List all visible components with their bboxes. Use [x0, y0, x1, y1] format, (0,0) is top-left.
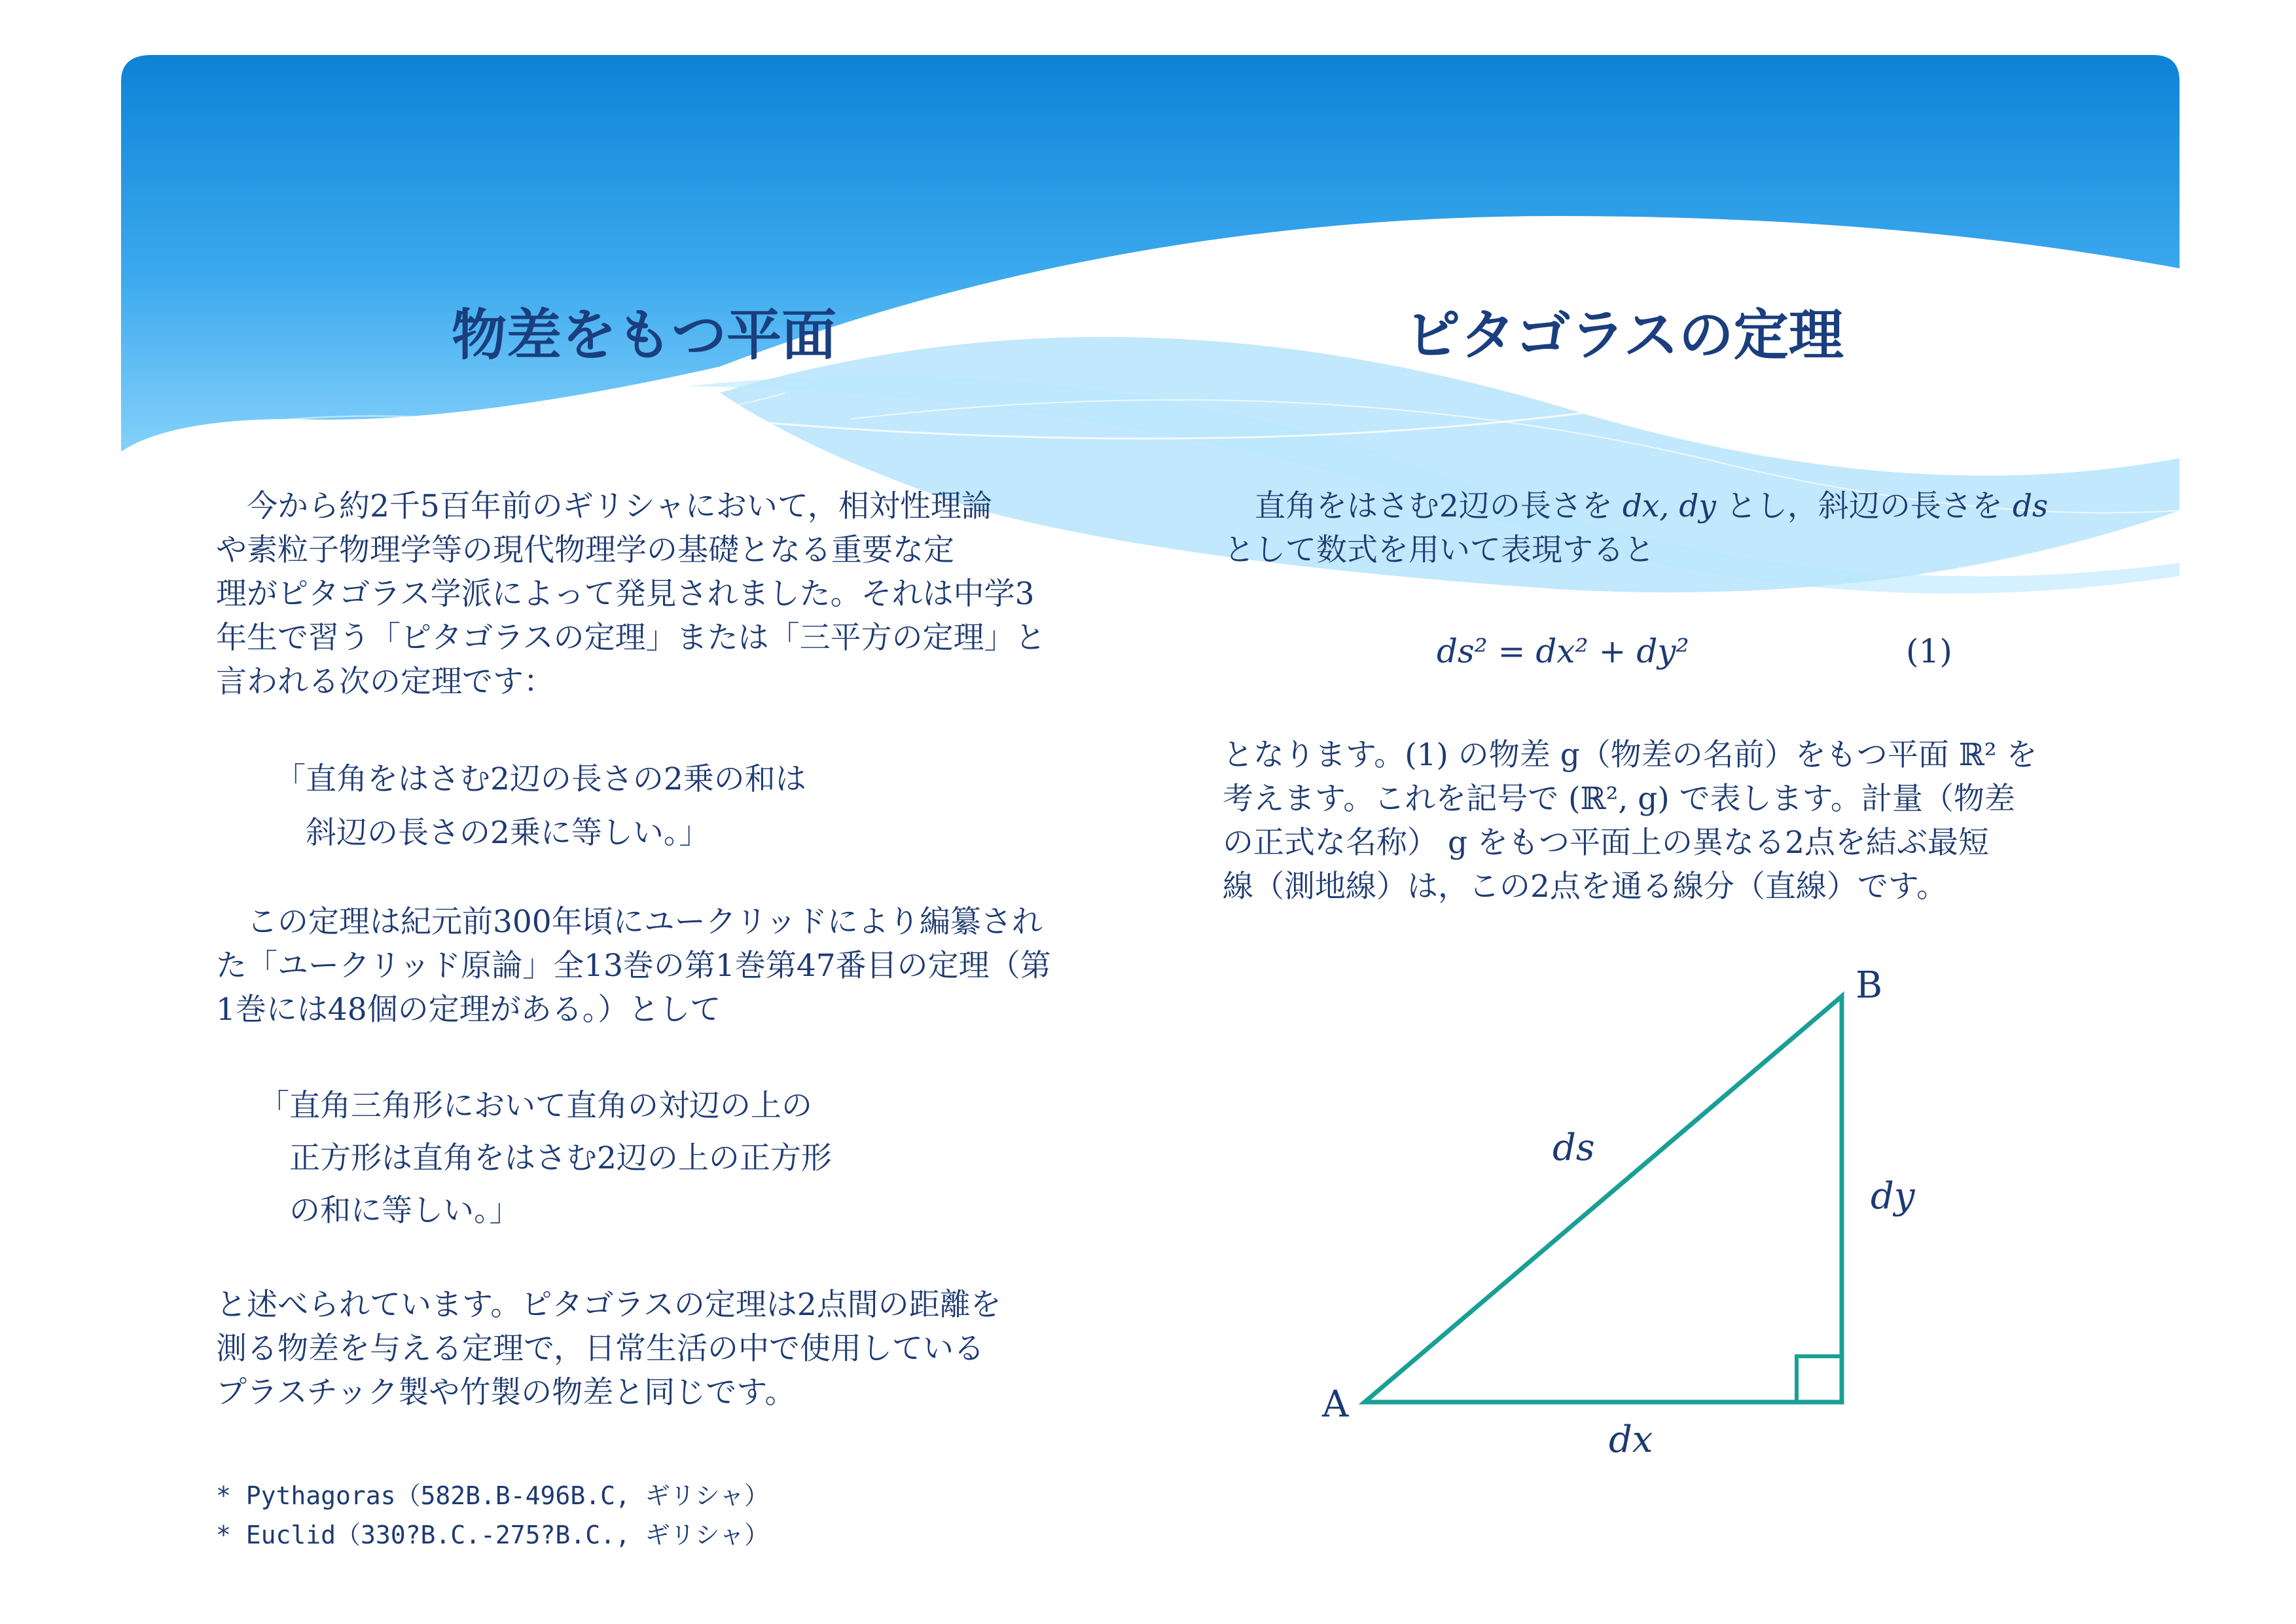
vertex-b-label: B: [1856, 964, 1883, 1007]
vertical-side-label: dy: [1871, 1175, 1915, 1218]
text-line: 線（測地線）は，この2点を通る線分（直線）です。: [1223, 869, 1948, 905]
text-line: 「直角をはさむ2辺の長さの2乗の和は: [275, 761, 806, 797]
text-line: と述べられています。ピタゴラスの定理は2点間の距離を: [216, 1287, 1001, 1323]
text-line: 言われる次の定理です：: [216, 664, 554, 700]
footnote: * Euclid（330?B.C.-275?B.C., ギリシャ）: [216, 1521, 769, 1549]
right-angle-marker: [1797, 1356, 1842, 1402]
text-line: の和に等しい。」: [259, 1193, 520, 1229]
text-line: プラスチック製や竹製の物差と同じです。: [216, 1375, 796, 1411]
text-line: となります。(1) の物差 g（物差の名前）をもつ平面 ℝ² を: [1223, 737, 2037, 773]
text-line: 年生で習う「ピタゴラスの定理」または「三平方の定理」と: [216, 620, 1046, 656]
text-line: 斜辺の長さの2乗に等しい。」: [275, 815, 710, 851]
text-line: 正方形は直角をはさむ2辺の上の正方形: [259, 1140, 832, 1176]
equation-number: (1): [1906, 632, 1952, 670]
math-ds: ds: [2012, 488, 2049, 524]
base-side-label: dx: [1609, 1418, 1653, 1461]
left-title: 物差をもつ平面: [451, 303, 836, 367]
vertex-a-label: A: [1322, 1383, 1349, 1426]
text-span: とし，斜辺の長さを: [1715, 488, 2013, 524]
text-line: 測る物差を与える定理で，日常生活の中で使用している: [216, 1331, 985, 1367]
text-line: 理がピタゴラス学派によって発見されました。それは中学3: [216, 576, 1035, 612]
pythagorean-equation: ds² = dx² + dy²: [1437, 632, 1689, 670]
text-line: の正式な名称） g をもつ平面上の異なる2点を結ぶ最短: [1223, 825, 1989, 861]
text-span: 直角をはさむ2辺の長さを: [1224, 488, 1623, 524]
footnote: * Pythagoras（582B.B-496B.C, ギリシャ）: [216, 1481, 769, 1510]
hypotenuse-label: ds: [1552, 1127, 1595, 1169]
text-line: この定理は紀元前300年頃にユークリッドにより編纂され: [216, 904, 1043, 940]
right-title: ピタゴラスの定理: [1405, 303, 1844, 367]
text-line: 今から約2千5百年前のギリシャにおいて，相対性理論: [216, 488, 992, 524]
text-line: 1巻には48個の定理がある。）として: [216, 992, 721, 1028]
text-line: 考えます。これを記号で (ℝ², g) で表します。計量（物差: [1223, 781, 2015, 817]
text-line: として数式を用いて表現すると: [1224, 532, 1655, 568]
text-line: や素粒子物理学等の現代物理学の基礎となる重要な定: [216, 532, 954, 568]
text-line: 「直角三角形において直角の対辺の上の: [259, 1088, 812, 1124]
text-line: た「ユークリッド原論」全13巻の第1巻第47番目の定理（第: [216, 948, 1051, 984]
triangle-shape: [1365, 996, 1842, 1402]
math-dx-dy: dx, dy: [1622, 488, 1716, 524]
